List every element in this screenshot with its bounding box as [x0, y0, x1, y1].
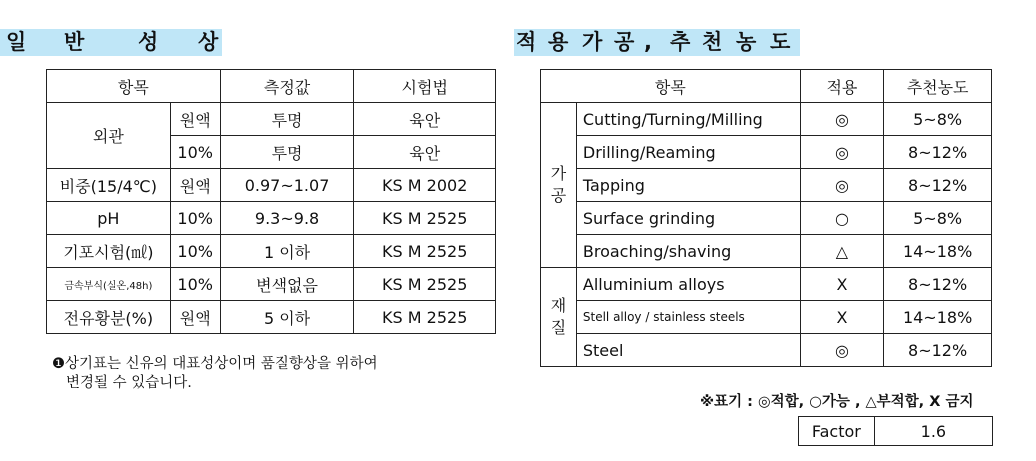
cell-condition: 원액 — [170, 103, 220, 136]
cell-apply: ◎ — [800, 103, 884, 136]
cell-condition: 원액 — [170, 169, 220, 202]
title-char: 농 — [736, 30, 757, 54]
properties-table — [46, 69, 496, 334]
cell-method: KS M 2525 — [354, 268, 496, 301]
table-row — [47, 202, 496, 235]
table-row — [541, 235, 992, 268]
table-row — [541, 169, 992, 202]
cell-method: KS M 2525 — [354, 202, 496, 235]
row-label: 비중(15/4℃) — [47, 169, 171, 202]
cell-concentration: 8~12% — [884, 334, 992, 367]
table-row — [799, 417, 993, 446]
cell-condition: 10% — [170, 202, 220, 235]
cell-method: KS M 2525 — [354, 235, 496, 268]
title-char: 상 — [198, 30, 219, 54]
factor-label: Factor — [799, 417, 875, 446]
header-item: 항목 — [541, 70, 801, 103]
table-row — [541, 103, 992, 136]
title-char: 성 — [138, 30, 159, 54]
title-char: 천 — [702, 30, 723, 54]
cell-apply: ○ — [800, 202, 884, 235]
title-char: 가 — [582, 30, 603, 54]
table-row — [47, 103, 496, 136]
group-label-char: 가 — [550, 164, 567, 183]
title-char: 도 — [770, 30, 791, 54]
table-header-row — [47, 70, 496, 103]
cell-process: Cutting/Turning/Milling — [576, 103, 800, 136]
application-table — [540, 69, 992, 367]
footnote-line: 변경될 수 있습니다. — [66, 375, 192, 391]
cell-material: Stell alloy / stainless steels — [576, 301, 800, 334]
table-row — [47, 301, 496, 334]
group-label-char: 공 — [550, 186, 567, 205]
group-label-material — [541, 268, 577, 367]
cell-value: 0.97~1.07 — [220, 169, 354, 202]
table-row — [541, 268, 992, 301]
cell-method: KS M 2525 — [354, 301, 496, 334]
cell-concentration: 8~12% — [884, 268, 992, 301]
cell-material: Alluminium alloys — [576, 268, 800, 301]
cell-material: Steel — [576, 334, 800, 367]
cell-value: 투명 — [220, 136, 354, 169]
group-label-char: 질 — [550, 318, 567, 337]
cell-condition: 10% — [170, 136, 220, 169]
cell-apply: ◎ — [800, 136, 884, 169]
row-label: 금속부식(실온,48h) — [47, 268, 171, 301]
table-row — [541, 136, 992, 169]
cell-method: 육안 — [354, 136, 496, 169]
cell-condition: 10% — [170, 268, 220, 301]
table-row — [541, 301, 992, 334]
cell-concentration: 8~12% — [884, 136, 992, 169]
cell-process: Surface grinding — [576, 202, 800, 235]
header-apply: 적용 — [800, 70, 884, 103]
title-char: 용 — [548, 30, 569, 54]
cell-value: 투명 — [220, 103, 354, 136]
cell-condition: 10% — [170, 235, 220, 268]
row-label: 기포시험(㎖) — [47, 235, 171, 268]
table-row — [541, 334, 992, 367]
cell-concentration: 14~18% — [884, 235, 992, 268]
footnote-line: ❶상기표는 신유의 대표성상이며 품질향상을 위하여 — [52, 356, 378, 372]
cell-method: 육안 — [354, 103, 496, 136]
title-char: 추 — [670, 30, 691, 54]
header-measured: 측정값 — [220, 70, 354, 103]
cell-value: 9.3~9.8 — [220, 202, 354, 235]
cell-process: Tapping — [576, 169, 800, 202]
cell-apply: X — [800, 268, 884, 301]
header-item: 항목 — [47, 70, 221, 103]
cell-apply: ◎ — [800, 334, 884, 367]
table-row — [47, 268, 496, 301]
factor-value: 1.6 — [874, 417, 992, 446]
cell-process: Drilling/Reaming — [576, 136, 800, 169]
row-label: pH — [47, 202, 171, 235]
table-row — [541, 202, 992, 235]
table-header-row — [541, 70, 992, 103]
cell-value: 5 이하 — [220, 301, 354, 334]
cell-apply: ◎ — [800, 169, 884, 202]
cell-value: 변색없음 — [220, 268, 354, 301]
table-row — [47, 235, 496, 268]
factor-table — [798, 416, 993, 446]
cell-concentration: 14~18% — [884, 301, 992, 334]
cell-apply: △ — [800, 235, 884, 268]
cell-value: 1 이하 — [220, 235, 354, 268]
cell-process: Broaching/shaving — [576, 235, 800, 268]
group-label-processing — [541, 103, 577, 268]
cell-method: KS M 2002 — [354, 169, 496, 202]
title-char: 일 — [6, 30, 27, 54]
symbol-legend: ※표기 : ◎적합, ○가능 , △부적합, X 금지 — [700, 394, 974, 410]
title-char: 반 — [64, 30, 85, 54]
cell-apply: X — [800, 301, 884, 334]
row-label: 외관 — [47, 103, 171, 169]
cell-concentration: 8~12% — [884, 169, 992, 202]
section-title-general — [0, 29, 222, 56]
header-method: 시험법 — [354, 70, 496, 103]
cell-concentration: 5~8% — [884, 202, 992, 235]
title-char: 공 — [614, 30, 635, 54]
header-concentration: 추천농도 — [884, 70, 992, 103]
row-label: 전유황분(%) — [47, 301, 171, 334]
title-char: , — [644, 30, 652, 54]
cell-concentration: 5~8% — [884, 103, 992, 136]
section-title-application — [514, 29, 800, 56]
footnote — [52, 355, 512, 393]
table-row — [47, 169, 496, 202]
title-char: 적 — [516, 30, 537, 54]
cell-condition: 원액 — [170, 301, 220, 334]
group-label-char: 재 — [550, 296, 567, 315]
